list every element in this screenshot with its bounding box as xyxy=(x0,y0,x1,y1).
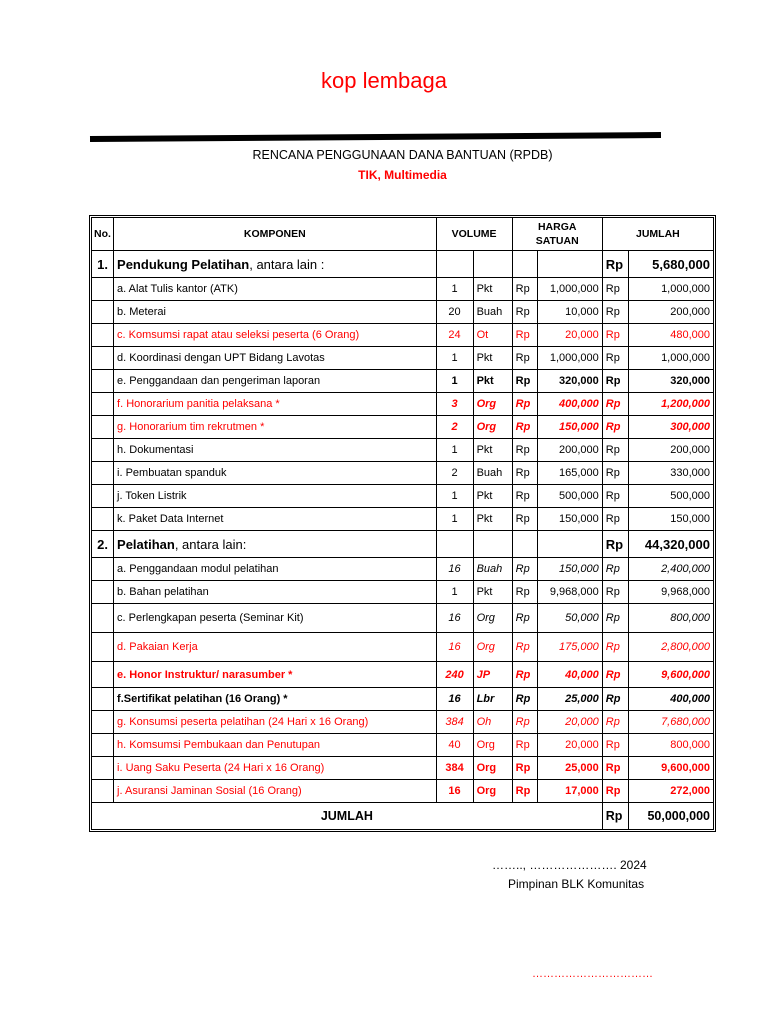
section-2-total: 44,320,000 xyxy=(628,531,713,558)
item-price: 20,000 xyxy=(537,734,602,757)
item-amount: 330,000 xyxy=(628,462,713,485)
header-volume: VOLUME xyxy=(436,218,512,251)
item-amount: 300,000 xyxy=(628,416,713,439)
item-unit: Org xyxy=(473,780,512,803)
item-unit: Org xyxy=(473,416,512,439)
item-rp: Rp xyxy=(602,604,628,633)
item-qty: 16 xyxy=(436,633,473,662)
grand-total-row xyxy=(92,803,714,830)
table-row xyxy=(92,324,714,347)
item-rp: Rp xyxy=(602,439,628,462)
item-name: h. Komsumsi Pembukaan dan Penutupan xyxy=(114,734,437,757)
item-name: c. Perlengkapan peserta (Seminar Kit) xyxy=(114,604,437,633)
item-unit: Org xyxy=(473,393,512,416)
item-price: 20,000 xyxy=(537,711,602,734)
table-row xyxy=(92,278,714,301)
item-name: g. Honorarium tim rekrutmen * xyxy=(114,416,437,439)
item-name: b. Meterai xyxy=(114,301,437,324)
item-unit: Pkt xyxy=(473,485,512,508)
item-qty: 384 xyxy=(436,757,473,780)
item-qty: 1 xyxy=(436,508,473,531)
table-row xyxy=(92,633,714,662)
item-name: a. Alat Tulis kantor (ATK) xyxy=(114,278,437,301)
item-rp: Rp xyxy=(512,558,537,581)
item-amount: 1,000,000 xyxy=(628,347,713,370)
item-price: 1,000,000 xyxy=(537,278,602,301)
table-row xyxy=(92,711,714,734)
item-rp: Rp xyxy=(512,633,537,662)
item-name: e. Penggandaan dan pengeriman laporan xyxy=(114,370,437,393)
header-jumlah: JUMLAH xyxy=(602,218,713,251)
item-amount: 800,000 xyxy=(628,604,713,633)
item-qty: 3 xyxy=(436,393,473,416)
section-1-rp: Rp xyxy=(602,251,628,278)
item-rp: Rp xyxy=(602,688,628,711)
item-qty: 1 xyxy=(436,278,473,301)
section-2-title-rest: , antara lain: xyxy=(174,536,247,552)
item-amount: 320,000 xyxy=(628,370,713,393)
item-amount: 7,680,000 xyxy=(628,711,713,734)
item-unit: Org xyxy=(473,604,512,633)
item-qty: 16 xyxy=(436,558,473,581)
item-price: 25,000 xyxy=(537,757,602,780)
item-rp: Rp xyxy=(512,439,537,462)
item-price: 25,000 xyxy=(537,688,602,711)
signature-name-line: …………………………… xyxy=(532,968,653,980)
item-rp: Rp xyxy=(602,780,628,803)
item-unit: Buah xyxy=(473,301,512,324)
item-rp: Rp xyxy=(602,633,628,662)
item-amount: 9,600,000 xyxy=(628,662,713,688)
item-amount: 800,000 xyxy=(628,734,713,757)
table-row xyxy=(92,301,714,324)
budget-table xyxy=(91,217,714,830)
section-1-row xyxy=(92,251,714,278)
item-price: 40,000 xyxy=(537,662,602,688)
item-name: k. Paket Data Internet xyxy=(114,508,437,531)
item-qty: 2 xyxy=(436,462,473,485)
item-rp: Rp xyxy=(602,462,628,485)
item-qty: 24 xyxy=(436,324,473,347)
item-price: 320,000 xyxy=(537,370,602,393)
item-name: a. Penggandaan modul pelatihan xyxy=(114,558,437,581)
section-2-title-bold: Pelatihan xyxy=(117,536,175,552)
table-row xyxy=(92,439,714,462)
item-qty: 16 xyxy=(436,780,473,803)
table-row xyxy=(92,416,714,439)
item-unit: Pkt xyxy=(473,439,512,462)
item-price: 200,000 xyxy=(537,439,602,462)
section-2-row xyxy=(92,531,714,558)
table-row xyxy=(92,757,714,780)
header-harga-label: HARGA SATUAN xyxy=(535,221,579,247)
table-row xyxy=(92,393,714,416)
item-rp: Rp xyxy=(512,734,537,757)
header-komponen: KOMPONEN xyxy=(114,218,437,251)
item-rp: Rp xyxy=(512,324,537,347)
item-unit: Buah xyxy=(473,558,512,581)
item-qty: 1 xyxy=(436,370,473,393)
item-amount: 500,000 xyxy=(628,485,713,508)
item-unit: Pkt xyxy=(473,278,512,301)
item-name: g. Konsumsi peserta pelatihan (24 Hari x 16 Orang) xyxy=(114,711,437,734)
item-amount: 9,600,000 xyxy=(628,757,713,780)
section-1-title xyxy=(114,251,437,278)
item-name: f.Sertifikat pelatihan (16 Orang) * xyxy=(114,688,437,711)
item-rp: Rp xyxy=(512,604,537,633)
table-header-row xyxy=(92,218,714,251)
item-rp: Rp xyxy=(512,581,537,604)
item-name: e. Honor Instruktur/ narasumber * xyxy=(114,662,437,688)
item-price: 20,000 xyxy=(537,324,602,347)
item-rp: Rp xyxy=(602,581,628,604)
item-price: 1,000,000 xyxy=(537,347,602,370)
item-price: 150,000 xyxy=(537,558,602,581)
item-rp: Rp xyxy=(512,347,537,370)
item-rp: Rp xyxy=(512,393,537,416)
item-name: h. Dokumentasi xyxy=(114,439,437,462)
item-qty: 16 xyxy=(436,604,473,633)
item-name: j. Token Listrik xyxy=(114,485,437,508)
item-amount: 1,000,000 xyxy=(628,278,713,301)
item-rp: Rp xyxy=(512,278,537,301)
item-rp: Rp xyxy=(512,416,537,439)
item-unit: Org xyxy=(473,734,512,757)
item-rp: Rp xyxy=(512,370,537,393)
table-row xyxy=(92,485,714,508)
item-rp: Rp xyxy=(602,301,628,324)
item-price: 500,000 xyxy=(537,485,602,508)
table-row xyxy=(92,370,714,393)
item-unit: Org xyxy=(473,757,512,780)
item-qty: 240 xyxy=(436,662,473,688)
item-amount: 1,200,000 xyxy=(628,393,713,416)
section-2-no: 2. xyxy=(92,531,114,558)
section-1-title-bold: Pendukung Pelatihan xyxy=(117,256,250,272)
signature-date-line: …….., …………………. 2024 xyxy=(492,858,647,872)
item-rp: Rp xyxy=(512,688,537,711)
item-price: 9,968,000 xyxy=(537,581,602,604)
item-amount: 2,800,000 xyxy=(628,633,713,662)
signature-role: Pimpinan BLK Komunitas xyxy=(508,877,645,891)
item-unit: Pkt xyxy=(473,508,512,531)
section-1-total: 5,680,000 xyxy=(628,251,713,278)
item-unit: Pkt xyxy=(473,370,512,393)
item-unit: Oh xyxy=(473,711,512,734)
item-rp: Rp xyxy=(602,393,628,416)
item-amount: 200,000 xyxy=(628,439,713,462)
item-price: 175,000 xyxy=(537,633,602,662)
item-rp: Rp xyxy=(602,416,628,439)
table-row xyxy=(92,581,714,604)
header-rule xyxy=(90,132,661,142)
grand-total-label: JUMLAH xyxy=(92,803,603,830)
item-rp: Rp xyxy=(602,757,628,780)
item-rp: Rp xyxy=(602,370,628,393)
table-row xyxy=(92,462,714,485)
item-rp: Rp xyxy=(512,662,537,688)
item-amount: 200,000 xyxy=(628,301,713,324)
item-name: c. Komsumsi rapat atau seleksi peserta (6 Orang) xyxy=(114,324,437,347)
item-rp: Rp xyxy=(512,711,537,734)
item-name: b. Bahan pelatihan xyxy=(114,581,437,604)
item-price: 10,000 xyxy=(537,301,602,324)
item-unit: Org xyxy=(473,633,512,662)
item-rp: Rp xyxy=(512,780,537,803)
item-amount: 480,000 xyxy=(628,324,713,347)
table-row xyxy=(92,508,714,531)
item-unit: Pkt xyxy=(473,347,512,370)
item-name: d. Koordinasi dengan UPT Bidang Lavotas xyxy=(114,347,437,370)
table-row xyxy=(92,780,714,803)
item-qty: 2 xyxy=(436,416,473,439)
item-rp: Rp xyxy=(602,711,628,734)
section-1-no: 1. xyxy=(92,251,114,278)
item-name: j. Asuransi Jaminan Sosial (16 Orang) xyxy=(114,780,437,803)
item-price: 165,000 xyxy=(537,462,602,485)
item-name: i. Uang Saku Peserta (24 Hari x 16 Orang) xyxy=(114,757,437,780)
item-qty: 40 xyxy=(436,734,473,757)
item-rp: Rp xyxy=(512,462,537,485)
item-rp: Rp xyxy=(602,734,628,757)
item-unit: Ot xyxy=(473,324,512,347)
table-row xyxy=(92,604,714,633)
item-rp: Rp xyxy=(512,301,537,324)
table-row xyxy=(92,688,714,711)
table-row xyxy=(92,558,714,581)
budget-table-frame xyxy=(89,215,716,832)
document-subtitle: TIK, Multimedia xyxy=(358,168,447,182)
item-rp: Rp xyxy=(602,347,628,370)
section-2-rp: Rp xyxy=(602,531,628,558)
section-1-title-rest: , antara lain : xyxy=(249,256,325,272)
item-price: 17,000 xyxy=(537,780,602,803)
item-qty: 1 xyxy=(436,485,473,508)
table-row xyxy=(92,734,714,757)
item-qty: 1 xyxy=(436,347,473,370)
header-harga xyxy=(512,218,602,251)
item-rp: Rp xyxy=(602,662,628,688)
item-amount: 9,968,000 xyxy=(628,581,713,604)
item-qty: 16 xyxy=(436,688,473,711)
item-unit: Lbr xyxy=(473,688,512,711)
item-rp: Rp xyxy=(512,508,537,531)
item-amount: 272,000 xyxy=(628,780,713,803)
section-2-title xyxy=(114,531,437,558)
item-qty: 20 xyxy=(436,301,473,324)
item-amount: 2,400,000 xyxy=(628,558,713,581)
item-qty: 384 xyxy=(436,711,473,734)
grand-total-rp: Rp xyxy=(602,803,628,830)
item-amount: 400,000 xyxy=(628,688,713,711)
header-no: No. xyxy=(92,218,114,251)
item-rp: Rp xyxy=(602,558,628,581)
item-rp: Rp xyxy=(602,508,628,531)
item-qty: 1 xyxy=(436,581,473,604)
item-price: 150,000 xyxy=(537,508,602,531)
item-unit: Buah xyxy=(473,462,512,485)
item-rp: Rp xyxy=(512,757,537,780)
grand-total-value: 50,000,000 xyxy=(628,803,713,830)
item-qty: 1 xyxy=(436,439,473,462)
item-price: 400,000 xyxy=(537,393,602,416)
item-name: d. Pakaian Kerja xyxy=(114,633,437,662)
kop-lembaga: kop lembaga xyxy=(321,68,447,93)
item-price: 150,000 xyxy=(537,416,602,439)
table-row xyxy=(92,347,714,370)
item-price: 50,000 xyxy=(537,604,602,633)
item-rp: Rp xyxy=(602,278,628,301)
item-rp: Rp xyxy=(512,485,537,508)
item-name: i. Pembuatan spanduk xyxy=(114,462,437,485)
item-rp: Rp xyxy=(602,485,628,508)
table-row xyxy=(92,662,714,688)
item-rp: Rp xyxy=(602,324,628,347)
item-amount: 150,000 xyxy=(628,508,713,531)
document-title: RENCANA PENGGUNAAN DANA BANTUAN (RPDB) xyxy=(252,148,553,162)
item-unit: Pkt xyxy=(473,581,512,604)
item-unit: JP xyxy=(473,662,512,688)
item-name: f. Honorarium panitia pelaksana * xyxy=(114,393,437,416)
